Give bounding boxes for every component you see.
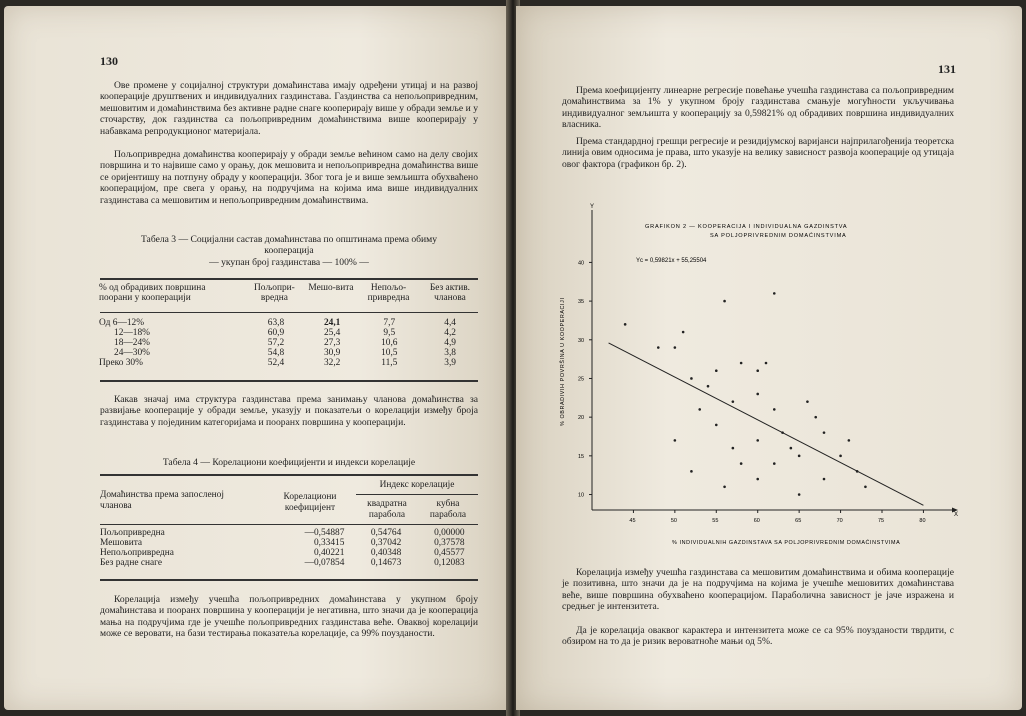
table-caption bbox=[100, 234, 478, 268]
table-cell: 3,9 bbox=[444, 358, 456, 368]
table-cell: 54,8 bbox=[267, 348, 285, 358]
x-tick-label: 45 bbox=[629, 518, 636, 524]
data-point bbox=[732, 447, 735, 450]
data-point bbox=[674, 439, 677, 442]
y-tick-label: 35 bbox=[578, 299, 585, 306]
table-cell: 0,54764 bbox=[370, 528, 402, 538]
x-tick-label: 55 bbox=[712, 518, 719, 524]
table-cell: Мешовита bbox=[100, 538, 143, 548]
data-point bbox=[715, 369, 718, 372]
column-header: кубна парабола bbox=[429, 499, 467, 520]
caption-line: Табела 3 — Социјални састав домаћинстава по општинама према обиму bbox=[140, 234, 438, 245]
column-header: Корелациони коефицијент bbox=[283, 492, 337, 513]
table-cell: 24,1 bbox=[323, 318, 341, 328]
column-header: квадратна парабола bbox=[367, 499, 407, 520]
group-rule bbox=[356, 494, 478, 495]
table-cell: 10,5 bbox=[381, 348, 398, 358]
table-cell: 7,7 bbox=[383, 318, 396, 328]
table-cell: 0,12083 bbox=[434, 558, 465, 568]
table-cell: 32,2 bbox=[323, 358, 341, 368]
chart-title: GRAFIKON 2 — KOOPERACIJA I INDIVIDUALNA GAZDINSTVA bbox=[645, 224, 848, 230]
table-row bbox=[96, 338, 480, 348]
table-cell: —0,54887 bbox=[304, 528, 345, 538]
table-cell: 4,2 bbox=[444, 328, 456, 338]
x-axis-label: % INDIVIDUALNIH GAZDINSTAVA SA POLJOPRIVREDNIM DOMAĆINSTVIMA bbox=[672, 540, 901, 546]
table-cell: 0,37578 bbox=[434, 538, 465, 548]
y-axis-letter: Y bbox=[590, 204, 595, 210]
data-point bbox=[682, 331, 685, 334]
column-group-header: Индекс корелације bbox=[379, 480, 455, 490]
table-cell: 0,33415 bbox=[313, 538, 345, 548]
table-cell: 0,37042 bbox=[370, 538, 402, 548]
data-point bbox=[723, 300, 726, 303]
table-cell: 0,40348 bbox=[370, 548, 402, 558]
regression-equation: Yc = 0,59821x + 55,25504 bbox=[636, 258, 707, 264]
caption-line: — укупан број газдинстава — 100% — bbox=[209, 256, 369, 268]
data-point bbox=[756, 369, 759, 372]
paragraph: Пољопривредна домаћинства кооперирају у обради земље већином само на делу својих површина и то највише само у орању, док мешовита и непољопривредна домаћинства више се оријентишу на потпуну обраду у кооперацији. Због тога је и више земљишта обухваћено кооперацијом, пре свега у орању, на подручјима на којима има више индивидуалних газдинстава са мешовитим и непољопривредним домаћинствима. bbox=[100, 149, 478, 206]
x-tick-label: 75 bbox=[878, 518, 885, 524]
table-row bbox=[96, 348, 480, 358]
data-point bbox=[698, 408, 701, 411]
x-tick-label: 50 bbox=[670, 518, 677, 524]
data-point bbox=[732, 400, 735, 403]
data-point bbox=[806, 400, 809, 403]
table-3-body bbox=[96, 318, 480, 368]
table-cell: 0,45577 bbox=[434, 548, 465, 558]
table-cell: 52,4 bbox=[267, 358, 285, 368]
regression-line-segment bbox=[609, 343, 924, 505]
page-number: 131 bbox=[938, 62, 956, 76]
paragraph: Ове промене у социјалној структури домаћинстава имају одређени утицај и на развој кооперације друштвених и индивидуалних газдинстава. Газдинства са непољопривредним, мешовитим и домаћинствима без активне радне снаге кооперирају више у обради земље и у сточарству, док газдинства са пољопривредним домаћинствима више кооперирају у набавкама репродукционог материјала. bbox=[100, 80, 478, 137]
table-cell: 57,2 bbox=[267, 338, 285, 348]
paragraph: Какав значај има структура газдинстава према занимању чланова домаћинства за развијање кооперације у обради земље, указују и показатељи о корелацији између броја газдинстава у појединим категоријама и пооранх површина у кооперацији. bbox=[100, 394, 478, 428]
paragraph: Према коефицијенту линеарне регресије повећање учешћа газдинстава са пољопривредним домаћинствима за 1% у укупном броју газдинстава смањује могућности укључивања индивидуалног земљишта у кооперацију за 0,59821% од обрадивих површина индивидуалних власника. bbox=[562, 85, 954, 131]
column-header: Мешо-вита bbox=[308, 283, 354, 293]
table-rule bbox=[100, 474, 478, 476]
data-point bbox=[839, 455, 842, 458]
table-cell: 11,5 bbox=[381, 358, 398, 368]
data-point bbox=[864, 485, 867, 488]
table-cell: 12—18% bbox=[114, 328, 150, 338]
data-point bbox=[624, 323, 627, 326]
data-point bbox=[798, 493, 801, 496]
table-cell: 30,9 bbox=[323, 348, 341, 358]
table-cell: 24—30% bbox=[114, 348, 150, 358]
data-point bbox=[723, 485, 726, 488]
table-cell: Пољопривредна bbox=[100, 528, 165, 538]
x-tick-label: 80 bbox=[919, 518, 926, 524]
paragraph: Корелација између учешћа газдинстава са мешовитим домаћинствима и обима кооперације је позитивна, што значи да је на подручјима на којима је учешће мешовитих домаћинстава веће, више површина обухваћено кооперацијом. Параболична зависност је јаче изражена и средњег је интензитета. bbox=[562, 567, 954, 613]
data-point bbox=[690, 377, 693, 380]
column-header: Домаћинства према запосленој чланова bbox=[100, 490, 224, 511]
paragraph: Да је корелација оваквог карактера и интензитета може се са 95% поузданости тврдити, с обзиром на то да је ризик вероватноће мањи од 5%. bbox=[562, 625, 954, 648]
table-row bbox=[97, 558, 481, 568]
data-point bbox=[707, 385, 710, 388]
table-cell: 60,9 bbox=[267, 328, 285, 338]
table-cell: 18—24% bbox=[114, 338, 150, 348]
table-cell: 27,3 bbox=[323, 338, 341, 348]
data-point bbox=[765, 362, 768, 365]
right-page bbox=[516, 6, 1022, 710]
table-cell: 4,4 bbox=[444, 318, 456, 328]
chart bbox=[550, 196, 970, 556]
table-cell: —0,07854 bbox=[304, 558, 345, 568]
table-cell: 0,00000 bbox=[434, 528, 465, 538]
data-point bbox=[690, 470, 693, 473]
y-tick-label: 25 bbox=[578, 376, 585, 383]
x-tick-label: 60 bbox=[753, 518, 760, 524]
y-tick-label: 10 bbox=[578, 492, 585, 499]
data-point bbox=[674, 346, 677, 349]
y-tick-label: 20 bbox=[578, 415, 585, 422]
column-header: % од обрадивих површина поорани у кооперацији bbox=[99, 283, 206, 303]
data-point bbox=[823, 478, 826, 481]
table-cell: 3,8 bbox=[444, 348, 456, 358]
scatter-chart bbox=[550, 196, 970, 556]
table-cell: 63,8 bbox=[267, 318, 285, 328]
table-rule bbox=[100, 278, 478, 280]
data-point bbox=[740, 362, 743, 365]
data-point bbox=[657, 346, 660, 349]
paragraph: Корелација између учешћа пољопривредних домаћинстава у укупном броју домаћинстава и пооранх површина у кооперацији је негативна, што значи да је кооперација мања на подручјима где је учешће пољопривредних газдинстава веће. Оваквој корелацији може се веровати, на бази тестирања показатеља корелације, са 99% поузданости. bbox=[100, 594, 478, 640]
table-cell: 25,4 bbox=[323, 328, 341, 338]
data-point bbox=[773, 408, 776, 411]
table-rule bbox=[100, 312, 478, 313]
data-point bbox=[790, 447, 793, 450]
x-tick-label: 70 bbox=[836, 518, 843, 524]
table-header-row bbox=[96, 283, 480, 303]
table-rule bbox=[100, 524, 478, 525]
table-cell: Преко 30% bbox=[99, 358, 143, 368]
table-row bbox=[96, 318, 480, 328]
x-tick-label: 65 bbox=[795, 518, 802, 524]
table-cell: 0,14673 bbox=[370, 558, 402, 568]
table-cell: 0,40221 bbox=[313, 548, 345, 558]
column-header: Пољопри-вредна bbox=[254, 283, 295, 303]
data-point bbox=[773, 462, 776, 465]
x-axis-letter: X bbox=[954, 512, 959, 518]
table-cell: 9,5 bbox=[383, 328, 396, 338]
data-point bbox=[715, 424, 718, 427]
regression-line bbox=[609, 343, 924, 505]
data-point bbox=[773, 292, 776, 295]
table-caption: Табела 4 — Корелациони коефицијенти и индекси корелације bbox=[162, 457, 416, 468]
table-4-header bbox=[100, 480, 478, 528]
table-rule bbox=[100, 579, 478, 581]
data-point bbox=[798, 455, 801, 458]
left-page bbox=[4, 6, 510, 710]
data-point bbox=[756, 439, 759, 442]
y-axis-label: % OBRADIVIH POVRŠINA U KOOPERACIJI bbox=[560, 297, 566, 426]
table-row bbox=[96, 328, 480, 338]
table-3 bbox=[96, 283, 480, 303]
column-header: Без актив. чланова bbox=[429, 283, 471, 303]
axes bbox=[592, 210, 958, 513]
table-cell: Без радне снаге bbox=[100, 558, 163, 568]
y-tick-label: 40 bbox=[578, 260, 585, 267]
table-row bbox=[96, 358, 480, 368]
data-point bbox=[756, 393, 759, 396]
data-point bbox=[756, 478, 759, 481]
y-tick-label: 15 bbox=[578, 453, 585, 460]
data-point bbox=[848, 439, 851, 442]
table-rule bbox=[100, 380, 478, 382]
chart-subtitle: SA POLJOPRIVREDNIM DOMAĆINSTVIMA bbox=[710, 233, 847, 239]
table-4 bbox=[97, 528, 481, 568]
table-cell: 10,6 bbox=[381, 338, 398, 348]
table-row bbox=[97, 538, 481, 548]
data-point bbox=[823, 431, 826, 434]
table-cell: Непољопривредна bbox=[100, 548, 174, 558]
caption-line: кооперација bbox=[264, 245, 314, 257]
data-point bbox=[740, 462, 743, 465]
axis-ticks bbox=[578, 260, 926, 524]
y-tick-label: 30 bbox=[578, 337, 585, 344]
page-number: 130 bbox=[100, 54, 118, 68]
data-points bbox=[624, 292, 867, 496]
table-row bbox=[97, 528, 481, 538]
table-row bbox=[97, 548, 481, 558]
paragraph: Према стандардној грешци регресије и резидијумској варијанси најприлагођенија теоретска линија овим односима је права, што указује на велику зависност развоја кооперације од утицаја овог фактора (графикон бр. 2). bbox=[562, 136, 954, 170]
data-point bbox=[814, 416, 817, 419]
table-cell: Од 6—12% bbox=[99, 318, 145, 328]
column-header: Непољо-привредна bbox=[367, 283, 410, 303]
table-cell: 4,9 bbox=[444, 338, 456, 348]
